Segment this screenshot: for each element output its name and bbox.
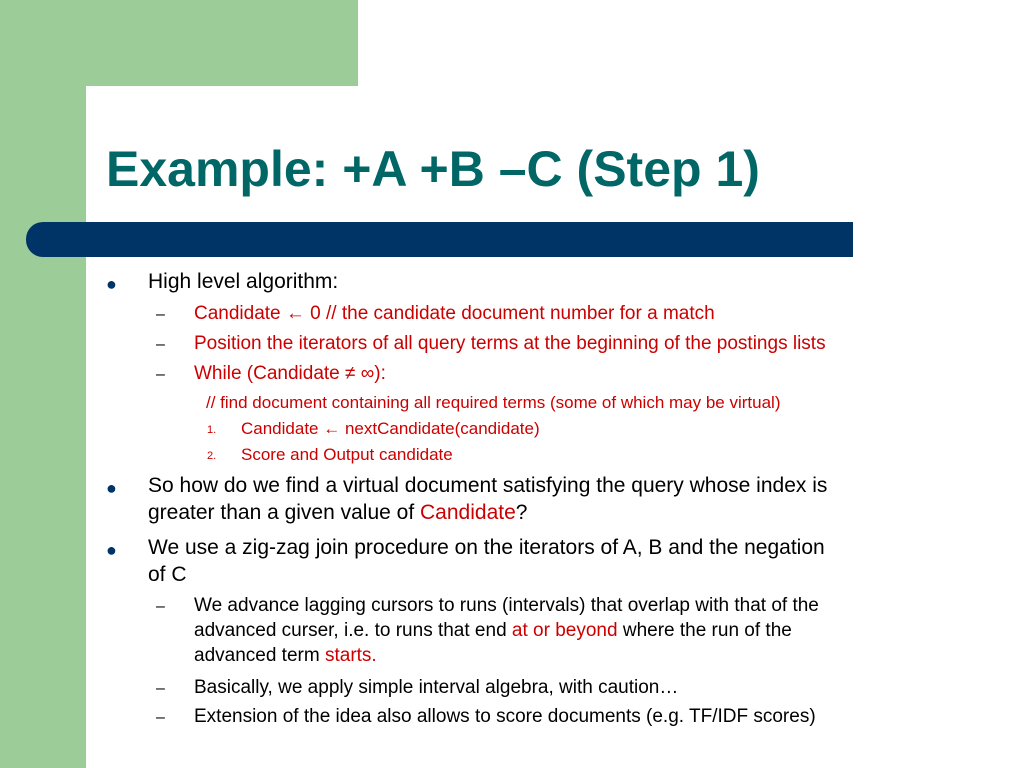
item-while-loop: While (Candidate ≠ ∞): (194, 363, 386, 384)
text-span: greater than a given value of (148, 501, 421, 524)
item-position-iterators: Position the iterators of all query terms at the beginning of the postings lists (194, 333, 826, 354)
sub-advance-cursors-line3 (194, 645, 377, 667)
loop-comment: // find document containing all required terms (some of which may be virtual) (206, 393, 781, 412)
highlight-at-or-beyond: at or beyond (511, 620, 618, 641)
dash-marker: – (156, 366, 165, 383)
highlight-starts: starts. (324, 645, 377, 666)
dash-marker: – (156, 709, 165, 726)
dash-marker: – (156, 306, 165, 323)
text-span: advanced curser, i.e. to runs that end (194, 620, 512, 641)
bullet-marker: ● (106, 540, 117, 560)
step-number: 2. (207, 450, 217, 462)
slide-title: Example: +A +B –C (Step 1) (106, 141, 760, 197)
step-score-output: Score and Output candidate (241, 445, 453, 464)
text-span: where the run of the (617, 620, 792, 641)
bullet-marker: ● (106, 274, 117, 294)
sub-advance-cursors-line1: We advance lagging cursors to runs (intervals) that overlap with that of the (194, 595, 819, 616)
text-span: advanced term (194, 645, 325, 666)
bullet-zigzag-line2: of C (148, 563, 187, 586)
item-candidate-init: Candidate ← 0 // the candidate document number for a match (194, 303, 715, 324)
dash-marker: – (156, 680, 165, 697)
bullet-how-find-line2 (148, 501, 527, 525)
dash-marker: – (156, 598, 165, 615)
step-next-candidate: Candidate ← nextCandidate(candidate) (241, 419, 540, 438)
sub-score-extension: Extension of the idea also allows to score documents (e.g. TF/IDF scores) (194, 706, 816, 727)
sub-advance-cursors-line2 (194, 620, 792, 642)
dash-marker: – (156, 336, 165, 353)
highlight-candidate: Candidate (420, 501, 516, 524)
text-span: ? (515, 501, 528, 524)
step-number: 1. (207, 424, 217, 436)
bullet-how-find-line1: So how do we find a virtual document satisfying the query whose index is (148, 474, 828, 497)
sub-interval-algebra: Basically, we apply simple interval algebra, with caution… (194, 677, 679, 698)
bullet-high-level-algorithm: High level algorithm: (148, 270, 339, 293)
bullet-marker: ● (106, 478, 117, 498)
bullet-zigzag-line1: We use a zig-zag join procedure on the iterators of A, B and the negation (148, 536, 825, 559)
